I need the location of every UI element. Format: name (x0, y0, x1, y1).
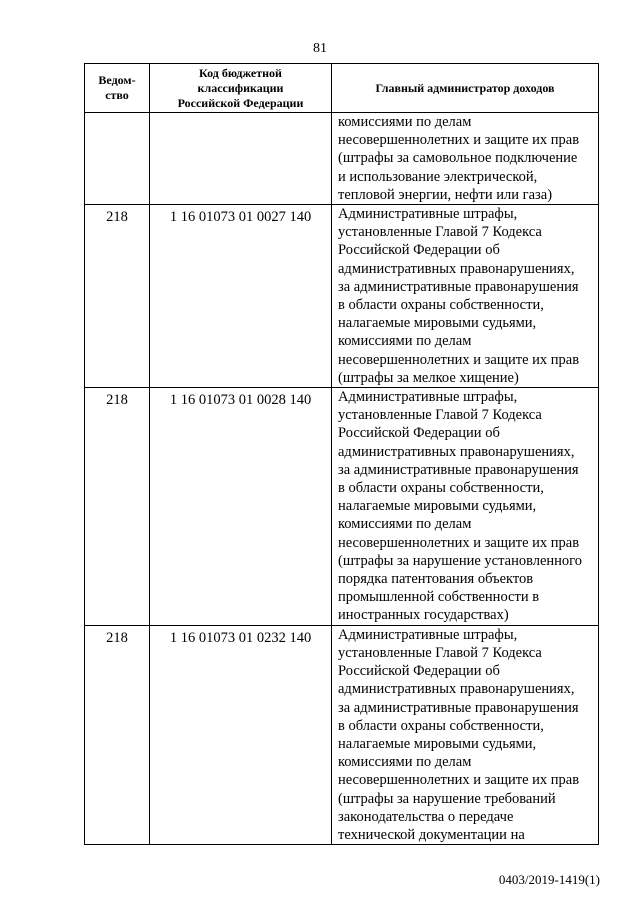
administrator-text-line: установленные Главой 7 Кодекса (338, 224, 542, 241)
department-cell: 218 (85, 625, 150, 844)
header-code-line: Код бюджетной (199, 65, 282, 80)
administrator-text-line: порядка патентования объектов (338, 571, 534, 588)
administrator-cell (332, 625, 599, 844)
administrator-text-line: комиссиями по делам (338, 516, 472, 533)
table-row (85, 388, 599, 626)
administrator-text-line: административных правонарушениях, (338, 443, 575, 460)
administrator-text-line: (штрафы за нарушение требований (338, 790, 556, 807)
administrator-text-line: в области охраны собственности, (338, 297, 544, 314)
budget-code-cell: 1 16 01073 01 0027 140 (150, 205, 332, 388)
page-number: 81 (313, 41, 327, 56)
budget-code-cell (150, 113, 332, 205)
budget-code-cell: 1 16 01073 01 0028 140 (150, 388, 332, 626)
administrator-text-line: (штрафы за мелкое хищение) (338, 369, 519, 386)
administrator-text-line: тепловой энергии, нефти или газа) (338, 186, 553, 203)
administrator-text-line: налагаемые мировыми судьями, (338, 735, 537, 752)
header-department (85, 64, 150, 113)
table-header-row (85, 64, 599, 113)
administrator-text-line: комиссиями по делам (338, 114, 472, 130)
administrator-text-line: несовершеннолетних и защите их прав (338, 351, 580, 368)
administrator-text-line: несовершеннолетних и защите их прав (338, 772, 580, 789)
administrator-text-line: законодательства о передаче (338, 808, 514, 825)
administrator-cell (332, 113, 599, 205)
administrator-text-line: Административные штрафы, (338, 206, 518, 223)
table-row (85, 113, 599, 205)
administrator-cell (332, 388, 599, 626)
revenue-administrators-table (84, 63, 599, 845)
administrator-text-line: технической документации на (338, 826, 525, 843)
administrator-text-line: Административные штрафы, (338, 626, 518, 643)
header-code (150, 64, 332, 113)
administrator-text-line: Российской Федерации об (338, 425, 500, 442)
department-cell: 218 (85, 388, 150, 626)
administrator-text-line: Российской Федерации об (338, 663, 500, 680)
administrator-text-line: за административные правонарушения (338, 699, 579, 716)
administrator-text-line: (штрафы за самовольное подключение (338, 150, 578, 167)
administrator-text-line: (штрафы за нарушение установленного (338, 552, 583, 569)
administrator-text-line: установленные Главой 7 Кодекса (338, 644, 542, 661)
administrator-text-line: комиссиями по делам (338, 333, 472, 350)
administrator-text-line: несовершеннолетних и защите их прав (338, 132, 580, 149)
department-cell (85, 113, 150, 205)
administrator-text-line: промышленной собственности в (338, 589, 540, 606)
administrator-text-line: за административные правонарушения (338, 278, 579, 295)
department-cell: 218 (85, 205, 150, 388)
document-number: 0403/2019-1419(1) (498, 872, 600, 887)
administrator-text-line: и использование электрической, (338, 168, 538, 185)
administrator-text-line: установленные Главой 7 Кодекса (338, 407, 542, 424)
administrator-text-line: административных правонарушениях, (338, 260, 575, 277)
administrator-text-line: Российской Федерации об (338, 242, 500, 259)
header-code-line: Российской Федерации (177, 95, 304, 110)
administrator-text-line: налагаемые мировыми судьями, (338, 315, 537, 332)
administrator-text-line: за административные правонарушения (338, 461, 579, 478)
administrator-text-line: административных правонарушениях, (338, 681, 575, 698)
header-administrator: Главный администратор доходов (332, 64, 599, 113)
administrator-text-line: иностранных государствах) (338, 607, 509, 624)
budget-code-cell: 1 16 01073 01 0232 140 (150, 625, 332, 844)
administrator-text-line: Административные штрафы, (338, 389, 518, 406)
administrator-cell (332, 205, 599, 388)
header-code-line: классификации (197, 80, 284, 95)
administrator-text-line: налагаемые мировыми судьями, (338, 498, 537, 515)
table-row (85, 205, 599, 388)
administrator-text-line: комиссиями по делам (338, 754, 472, 771)
header-department-line: Ведом- (98, 73, 136, 87)
administrator-text-line: несовершеннолетних и защите их прав (338, 534, 580, 551)
header-department-line: ство (105, 88, 129, 102)
administrator-text-line: в области охраны собственности, (338, 480, 544, 497)
administrator-text-line: в области охраны собственности, (338, 717, 544, 734)
table-row (85, 625, 599, 844)
